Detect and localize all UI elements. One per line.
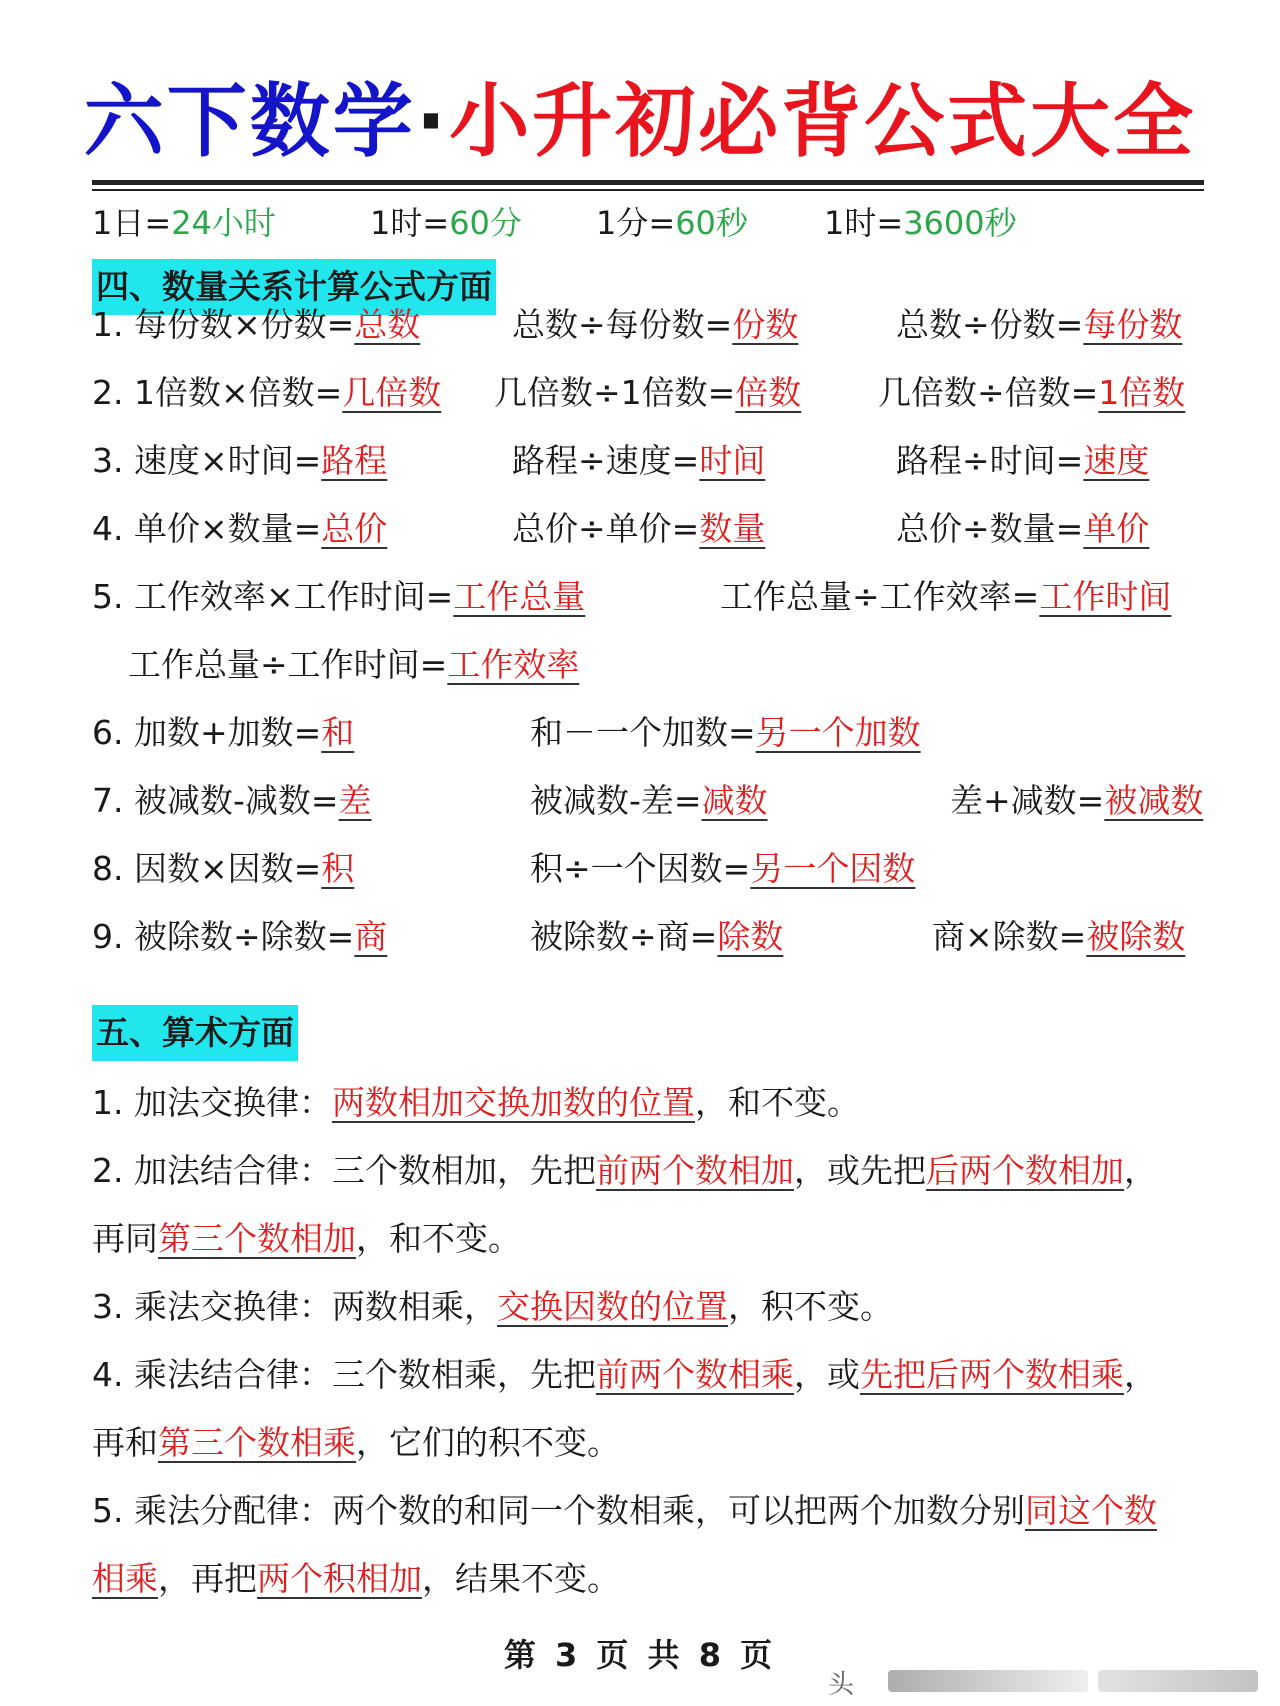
watermark-bar [888, 1670, 1088, 1692]
formula-answer: 倍数 [735, 373, 802, 412]
law-text: ，和不变。 [356, 1219, 521, 1258]
formula-expression: 7. 被减数-减数= [92, 781, 339, 820]
formula [950, 771, 1203, 831]
formula-row [0, 363, 1280, 423]
formula-expression: 总价÷单价= [512, 509, 700, 548]
law-line [92, 1413, 620, 1473]
formula [92, 499, 387, 559]
law-text: 2. 加法结合律：三个数相加，先把 [92, 1151, 596, 1190]
law-line [92, 1481, 1157, 1541]
formula [92, 431, 387, 491]
section4-heading: 四、数量关系计算公式方面 [92, 259, 496, 315]
formula-row [0, 431, 1280, 491]
watermark-bar-2 [1098, 1670, 1258, 1692]
formula [720, 567, 1171, 627]
formula-expression: 几倍数÷倍数= [878, 373, 1099, 412]
law-text: 再和 [92, 1423, 158, 1462]
formula-answer: 总数 [354, 305, 421, 344]
formula [530, 703, 921, 763]
law-line [92, 1549, 620, 1609]
formula-answer: 数量 [699, 509, 766, 548]
formula-answer: 1倍数 [1098, 373, 1186, 412]
law-highlight: 先把后两个数相乘 [859, 1355, 1124, 1394]
formula-expression: 5. 工作效率×工作时间= [92, 577, 454, 616]
formula-expression: 总数÷份数= [896, 305, 1084, 344]
formula-answer: 被除数 [1086, 917, 1186, 956]
formula-row [0, 703, 1280, 763]
law-line [92, 1073, 860, 1133]
title-dot: · [415, 75, 450, 168]
formula [494, 363, 801, 423]
formula-answer: 积 [321, 849, 355, 888]
formula [92, 839, 354, 899]
formula-expression: 总数÷每份数= [512, 305, 733, 344]
law-highlight: 第三个数相加 [158, 1219, 356, 1258]
law-text: ， [1123, 1355, 1157, 1394]
formula-row [0, 635, 1280, 695]
law-text: 1. 加法交换律： [92, 1083, 332, 1122]
law-line [92, 1277, 893, 1337]
law-highlight: 前两个数相加 [595, 1151, 794, 1190]
formula-answer: 速度 [1083, 441, 1150, 480]
title-part1: 六下数学 [83, 75, 416, 168]
formula [92, 295, 420, 355]
unit-min-sec: 1分=60秒 [596, 204, 748, 242]
formula-expression: 工作总量÷工作时间= [128, 645, 448, 684]
page-footer: 第 3 页 共 8 页 [503, 1636, 777, 1674]
formula-expression: 积÷一个因数= [530, 849, 751, 888]
formula-answer: 和 [321, 713, 355, 752]
law-text: ，它们的积不变。 [356, 1423, 620, 1462]
formula-answer: 工作时间 [1039, 577, 1172, 616]
formula-answer: 路程 [321, 441, 388, 480]
title-part2: 小升初必背公式大全 [449, 75, 1197, 168]
law-highlight: 两数相加交换加数的位置 [331, 1083, 695, 1122]
formula-answer: 份数 [732, 305, 799, 344]
section5-heading: 五、算术方面 [92, 1005, 298, 1061]
formula-row [0, 295, 1280, 355]
formula-answer: 几倍数 [342, 373, 442, 412]
law-text: ，或 [793, 1355, 860, 1394]
formula [512, 499, 765, 559]
law-highlight: 相乘 [92, 1559, 158, 1598]
time-units-row [0, 198, 1280, 248]
formula-expression: 8. 因数×因数= [92, 849, 322, 888]
formula-answer: 工作效率 [447, 645, 580, 684]
watermark [828, 1666, 1268, 1700]
formula-answer: 工作总量 [453, 577, 586, 616]
title-divider-thin [92, 189, 1204, 191]
unit-day: 1日=24小时 [92, 204, 276, 242]
formula [512, 295, 798, 355]
formula-expression: 工作总量÷工作效率= [720, 577, 1040, 616]
formula [512, 431, 765, 491]
formula-answer: 单价 [1083, 509, 1150, 548]
formula-expression: 几倍数÷1倍数= [494, 373, 736, 412]
formula [932, 907, 1185, 967]
law-text: ，和不变。 [694, 1083, 860, 1122]
formula [92, 363, 441, 423]
law-text: ，积不变。 [727, 1287, 893, 1326]
law-highlight: 前两个数相乘 [595, 1355, 794, 1394]
page-title [0, 72, 1280, 172]
formula [92, 771, 372, 831]
formula-expression: 4. 单价×数量= [92, 509, 322, 548]
formula-expression: 被减数-差= [530, 781, 702, 820]
title-divider-thick [92, 180, 1204, 185]
formula-expression: 9. 被除数÷除数= [92, 917, 355, 956]
formula-expression: 路程÷时间= [896, 441, 1084, 480]
watermark-glyph: 头 [828, 1670, 855, 1700]
formula [530, 907, 783, 967]
formula-row [0, 499, 1280, 559]
formula-answer: 总价 [321, 509, 388, 548]
formula-answer: 差 [338, 781, 372, 820]
law-highlight: 交换因数的位置 [496, 1287, 728, 1326]
formula [896, 431, 1149, 491]
formula-row [0, 771, 1280, 831]
law-text: ， [1123, 1151, 1157, 1190]
formula-row [0, 567, 1280, 627]
formula-expression: 差+减数= [950, 781, 1105, 820]
formula-answer: 每份数 [1083, 305, 1183, 344]
formula-expression: 和－一个加数= [530, 713, 756, 752]
formula-expression: 2. 1倍数×倍数= [92, 373, 343, 412]
formula [92, 567, 585, 627]
formula-expression: 总价÷数量= [896, 509, 1084, 548]
formula-answer: 减数 [701, 781, 768, 820]
formula [128, 635, 579, 695]
formula [530, 839, 915, 899]
formula-answer: 除数 [717, 917, 784, 956]
law-text: 再同 [92, 1219, 158, 1258]
law-text: ，结果不变。 [422, 1559, 620, 1598]
law-text: ，再把 [158, 1559, 257, 1598]
formula [530, 771, 768, 831]
law-highlight: 第三个数相乘 [158, 1423, 356, 1462]
formula-answer: 商 [354, 917, 388, 956]
law-highlight: 后两个数相加 [925, 1151, 1124, 1190]
formula [92, 703, 354, 763]
formula [92, 907, 387, 967]
formula [896, 499, 1149, 559]
law-line [92, 1141, 1157, 1201]
formula [896, 295, 1182, 355]
law-highlight: 两个积相加 [257, 1559, 422, 1598]
unit-hour-min: 1时=60分 [370, 204, 522, 242]
law-text: 3. 乘法交换律：两数相乘， [92, 1287, 497, 1326]
formula-expression: 3. 速度×时间= [92, 441, 322, 480]
formula-expression: 路程÷速度= [512, 441, 700, 480]
formula-expression: 被除数÷商= [530, 917, 718, 956]
formula-row [0, 907, 1280, 967]
law-text: ，或先把 [793, 1151, 926, 1190]
law-line [92, 1209, 521, 1269]
formula [878, 363, 1185, 423]
formula-answer: 另一个加数 [755, 713, 921, 752]
unit-hour-sec: 1时=3600秒 [824, 204, 1017, 242]
formula-expression: 1. 每份数×份数= [92, 305, 355, 344]
formula-expression: 6. 加数+加数= [92, 713, 322, 752]
formula-row [0, 839, 1280, 899]
formula-answer: 另一个因数 [750, 849, 916, 888]
formula-answer: 时间 [699, 441, 766, 480]
law-text: 4. 乘法结合律：三个数相乘，先把 [92, 1355, 596, 1394]
law-text: 5. 乘法分配律：两个数的和同一个数相乘，可以把两个加数分别 [92, 1491, 1025, 1530]
formula-expression: 商×除数= [932, 917, 1087, 956]
law-highlight: 同这个数 [1024, 1491, 1157, 1530]
law-line [92, 1345, 1157, 1405]
formula-answer: 被减数 [1104, 781, 1204, 820]
